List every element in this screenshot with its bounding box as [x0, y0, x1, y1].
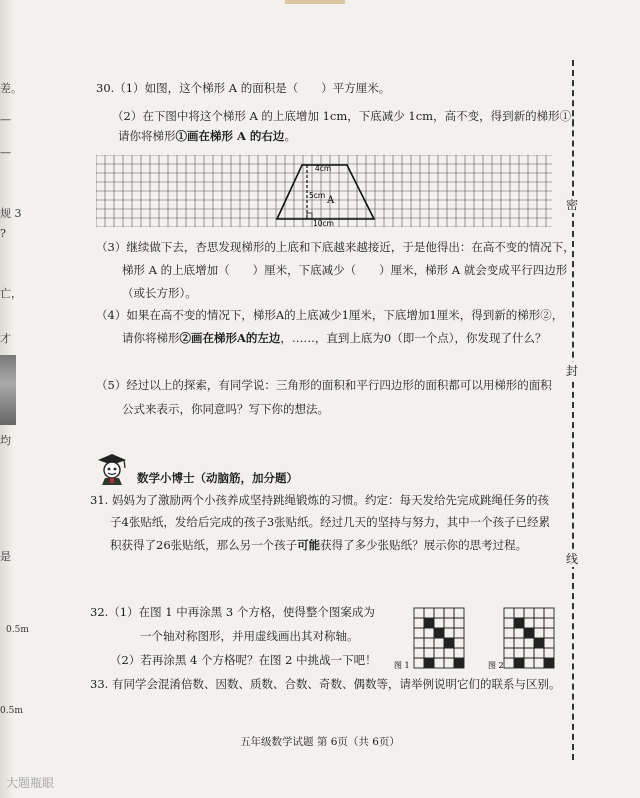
q31-text: 获得了多少张贴纸？展示你的思考过程。 — [320, 538, 528, 552]
grid-cell-filled — [454, 658, 464, 668]
grid-cell — [414, 638, 424, 648]
grid-cell-filled — [424, 658, 434, 668]
q30-part2-text: 请你将梯形 — [118, 129, 176, 143]
grid-cell — [454, 648, 464, 658]
q30-part4-line2 — [122, 330, 547, 346]
grid-cell — [524, 648, 534, 658]
q32-line3: （2）若再涂黑 4 个方格呢？在图 2 中挑战一下吧！ — [110, 653, 377, 667]
grid-cell-filled — [544, 658, 554, 668]
grid-cell — [434, 608, 444, 618]
q30-part5-line2: 公式来表示，你同意吗？写下你的想法。 — [122, 402, 329, 416]
grid-cell — [534, 628, 544, 638]
q32-line1: 32.（1）在图 1 中再涂黑 3 个方格，使得整个图案成为 — [90, 605, 375, 619]
left-edge-text: — — [0, 113, 11, 126]
q30-part4-bold: ②画在梯形A的左边 — [179, 331, 281, 345]
grid-cell-filled — [424, 618, 434, 628]
q30-part2-text: 。 — [284, 129, 296, 143]
grid-cell — [444, 608, 454, 618]
grid-cell — [514, 628, 524, 638]
grid-cell — [534, 648, 544, 658]
q30-part5-line1: （5）经过以上的探索，有同学说：三角形的面积和平行四边形的面积都可以用梯形的面积 — [96, 378, 552, 392]
left-edge-text: 才 — [0, 332, 11, 345]
grid-cell-filled — [534, 638, 544, 648]
grid-cell-filled — [434, 628, 444, 638]
q30-part1: 30.（1）如图，这个梯形 A 的面积是（ ）平方厘米。 — [96, 81, 391, 95]
grid-cell — [524, 658, 534, 668]
left-edge-text: 规 3 — [0, 207, 22, 220]
grid-cell — [534, 608, 544, 618]
page-footer: 五年级数学试题 第 6页（共 6页） — [240, 736, 400, 748]
q33-line1: 33. 有同学会混淆倍数、因数、质数、合数、奇数、偶数等，请举例说明它们的联系与区别。 — [90, 677, 561, 691]
grid-cell — [424, 648, 434, 658]
grid-cell — [434, 638, 444, 648]
q30-part2-bold: ①画在梯形 A 的右边 — [175, 129, 285, 143]
grid-cell — [504, 618, 514, 628]
grid-cell-filled — [514, 618, 524, 628]
q30-part2-line1: （2）在下图中将这个梯形 A 的上底增加 1cm，下底减少 1cm，高不变，得到新的梯形①， — [112, 109, 583, 123]
bottom-length-label: 10cm — [313, 219, 334, 227]
grid-cell — [504, 648, 514, 658]
fig1-label: 图 1 — [394, 661, 410, 670]
q31-line3 — [110, 537, 527, 553]
q31-line2: 子4张贴纸，发给后完成的孩子3张贴纸。经过几天的坚持与努力，其中一个孩子已经累 — [110, 515, 551, 529]
top-tape-mark — [285, 0, 345, 4]
grid-cell — [504, 658, 514, 668]
grid-cell — [524, 618, 534, 628]
q30-part3-line3: （或长方形）。 — [122, 286, 197, 300]
grid-cell — [414, 608, 424, 618]
grid-cell — [414, 658, 424, 668]
left-edge-text: 是 — [0, 550, 11, 563]
top-length-label: 4cm — [315, 164, 332, 173]
grid-cell — [504, 628, 514, 638]
watermark: 大题瓶眼 — [6, 776, 55, 790]
left-edge-text: — — [0, 146, 11, 159]
grid-cell — [414, 628, 424, 638]
grid-cell — [524, 608, 534, 618]
grid-cell-filled — [524, 628, 534, 638]
left-edge-text: 亡， — [0, 287, 22, 300]
q30-part3-line1: （3）继续做下去，杏思发现梯形的上底和下底越来越接近，于是他得出：在高不变的情况下， — [96, 240, 575, 254]
grid-cell — [414, 618, 424, 628]
grid-cell — [534, 658, 544, 668]
trapezoid-label: A — [327, 195, 335, 206]
grid-cell — [514, 608, 524, 618]
grid-cell — [454, 628, 464, 638]
grid-fig1 — [414, 608, 464, 668]
q31-bold: 可能 — [297, 538, 321, 552]
grid-cell-filled — [444, 638, 454, 648]
grid-fig2 — [504, 608, 554, 668]
mascot-icon — [94, 452, 130, 486]
grid-cell — [424, 638, 434, 648]
q30-part4-line1: （4）如果在高不变的情况下，梯形A的上底减少1厘米，下底增加1厘米，得到新的梯形②， — [96, 308, 564, 322]
q30-part4-text: ，……，直到上底为0（即一个点），你发现了什么？ — [280, 331, 547, 345]
grid-cell — [454, 608, 464, 618]
seal-char: 密 — [563, 196, 581, 213]
q30-part3-line2: 梯形 A 的上底增加（ ）厘米，下底减少（ ）厘米，梯形 A 就会变成平行四边形 — [122, 263, 568, 277]
left-edge-photo — [0, 355, 16, 425]
section-title: 数学小博士（动脑筋，加分题） — [137, 471, 298, 485]
grid-cell — [544, 618, 554, 628]
q30-part4-text: 请你将梯形 — [122, 331, 180, 345]
grid-cell — [544, 638, 554, 648]
trapezoid-grid-figure — [96, 155, 552, 227]
grid-cell — [544, 648, 554, 658]
grid-cell — [434, 618, 444, 628]
grid-cell — [454, 618, 464, 628]
left-edge-text: 0.5m — [6, 625, 29, 635]
left-edge-text: ? — [0, 227, 6, 240]
grid-cell — [424, 628, 434, 638]
grid-cell — [544, 628, 554, 638]
grid-cell — [444, 618, 454, 628]
grid-cell — [454, 638, 464, 648]
grid-cell — [444, 648, 454, 658]
grid-cell — [504, 638, 514, 648]
grid-cell — [414, 648, 424, 658]
height-label: 5cm — [309, 191, 326, 200]
grid-cell — [544, 608, 554, 618]
q32-grid-figures — [390, 604, 560, 674]
grid-cell — [434, 658, 444, 668]
grid-cell — [524, 638, 534, 648]
q31-text: 积获得了26张贴纸，那么另一个孩子 — [110, 538, 298, 552]
seal-char: 线 — [563, 550, 581, 567]
grid-cell — [434, 648, 444, 658]
q31-line1: 31. 妈妈为了激励两个小孩养成坚持跳绳锻炼的习惯。约定：每天发给先完成跳绳任务的孩 — [90, 493, 549, 507]
grid-cell — [534, 618, 544, 628]
grid-cell — [504, 608, 514, 618]
grid-cell-filled — [514, 658, 524, 668]
seal-dashed-line — [572, 60, 574, 760]
q32-line2: 一个轴对称图形，并用虚线画出其对称轴。 — [140, 629, 359, 643]
q30-part2-line2 — [118, 128, 296, 144]
grid-cell — [444, 628, 454, 638]
grid-cell — [514, 638, 524, 648]
left-edge-text: 0.5m — [0, 706, 23, 716]
seal-char: 封 — [563, 362, 581, 379]
grid-cell — [514, 648, 524, 658]
grid-cell — [444, 658, 454, 668]
left-edge-text: 差。 — [0, 82, 22, 95]
fig2-label: 图 2 — [488, 661, 504, 670]
left-edge-text: 均 — [0, 434, 11, 447]
grid-cell — [424, 608, 434, 618]
